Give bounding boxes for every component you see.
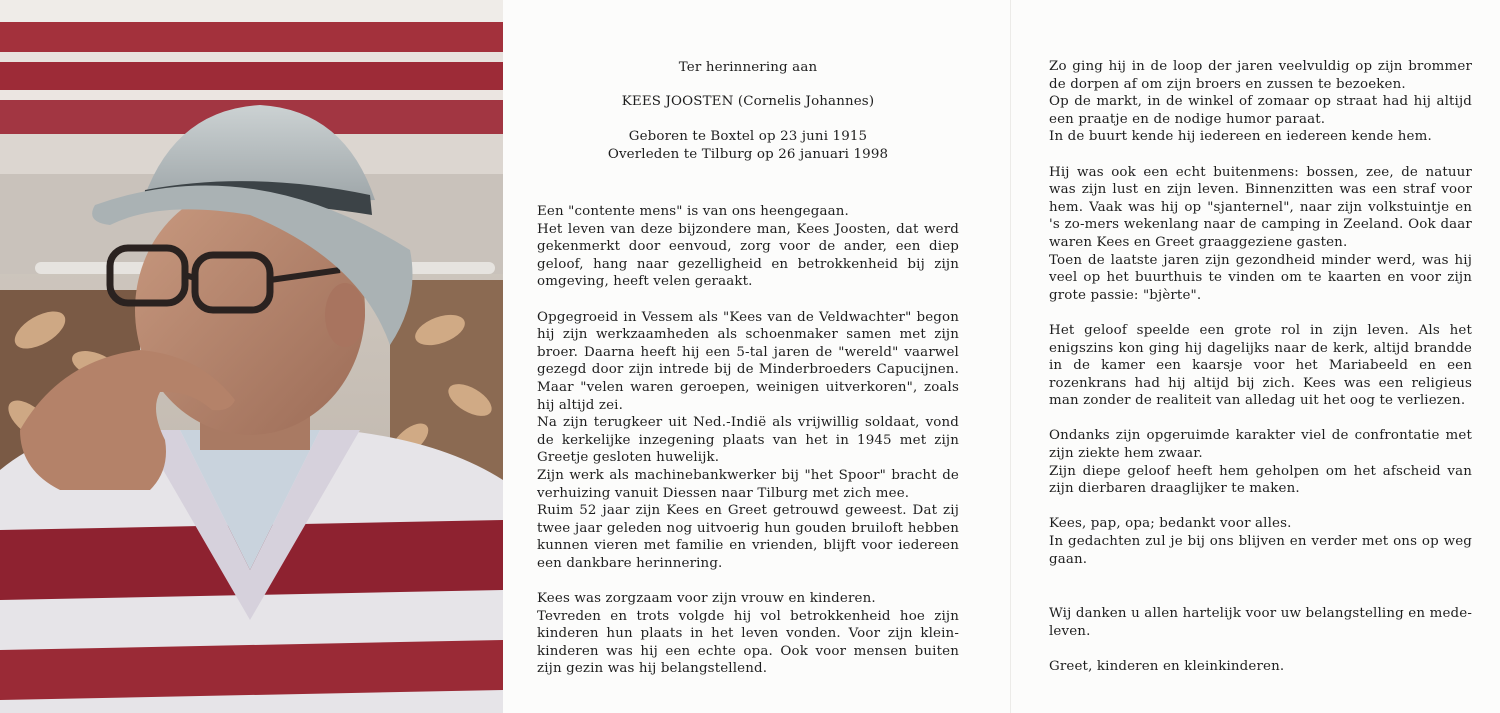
middle-column: [537, 0, 959, 713]
paragraph: [1049, 427, 1472, 497]
paragraph: [1049, 58, 1472, 146]
text-line: Ruim 52 jaar zijn Kees en Greet getrouwd geweest. Dat zij twee jaar geleden nog uitvoerig hun gouden bruiloft hebben kunnen vieren met familie en vrienden, blijft voor iedereen een dankbare herinnering.: [537, 503, 959, 571]
text-line: Op de markt, in de winkel of zomaar op straat had hij altijd een praatje en de nodige humor paraat.: [1049, 94, 1472, 127]
paragraph: [537, 203, 959, 291]
heading-title: Ter herinnering aan: [678, 60, 818, 75]
text-line: In gedachten zul je bij ons blijven en verder met ons op weg gaan.: [1049, 534, 1472, 567]
text-line: Tevreden en trots volgde hij vol betrokkenheid hoe zijn kinderen hun plaats in het leven vonden. Voor zijn klein-kinderen was hij een echte opa. Ook voor mensen buiten zijn gezin was hij belangstellend.: [537, 608, 959, 677]
text-line: Zijn werk als machinebankwerker bij "het Spoor" bracht de verhuizing vanuit Diessen naar Tilburg met zich mee.: [537, 467, 959, 501]
right-body: [1049, 58, 1472, 586]
paragraph: [537, 309, 959, 573]
closing-block: [1049, 605, 1472, 675]
text-line: Kees was zorgzaam voor zijn vrouw en kinderen.: [537, 591, 876, 607]
text-line: Kees, pap, opa; bedankt voor alles.: [1049, 516, 1292, 532]
thanks-text: Wij danken u allen hartelijk voor uw belangstelling en mede-leven.: [1049, 606, 1472, 639]
portrait-photo: [0, 0, 503, 713]
text-line: Ondanks zijn opgeruimde karakter viel de confrontatie met zijn ziekte hem zwaar.: [1049, 428, 1472, 462]
fold-line: [1010, 0, 1011, 713]
death-line: Overleden te Tilburg op 26 januari 1998: [607, 147, 889, 162]
paragraph: [1049, 515, 1472, 568]
text-line: Toen de laatste jaren zijn gezondheid minder werd, was hij veel op het buurthuis te vinden om te kaarten en voor zijn grote passie: "bjèrte".: [1049, 252, 1472, 303]
text-line: Zo ging hij in de loop der jaren veelvuldig op zijn brommer de dorpen af om zijn broers en zussen te bezoeken.: [1049, 59, 1472, 92]
text-line: Opgegroeid in Vessem als "Kees van de Veldwachter" begon hij zijn werkzaamheden als schoenmaker samen met zijn broer. Daarna heeft hij een 5-tal jaren de "wereld" vaarwel gezegd door zijn intrede bij de Minderbroeders Capucijnen. Maar "velen waren geroepen, weinigen uitverkoren", zoals hij altijd zei.: [537, 309, 959, 413]
paragraph: [1049, 164, 1472, 305]
right-column: [1049, 0, 1472, 713]
deceased-name: KEES JOOSTEN (Cornelis Johannes): [621, 94, 875, 109]
portrait-photo-icon: [0, 0, 503, 713]
signature-text: Greet, kinderen en kleinkinderen.: [1049, 658, 1285, 674]
middle-body: [537, 203, 959, 696]
text-line: Na zijn terugkeer uit Ned.-Indië als vrijwillig soldaat, vond de kerkelijke inzegening plaats van het in 1945 met zijn Greetje gesloten huwelijk.: [537, 415, 959, 466]
text-line: Zijn diepe geloof heeft hem geholpen om het afscheid van zijn dierbaren draaglijker te maken.: [1049, 463, 1472, 497]
paragraph: [537, 590, 959, 678]
paragraph: [1049, 322, 1472, 410]
text-line: Het leven van deze bijzondere man, Kees Joosten, dat werd gekenmerkt door eenvoud, zorg voor de ander, een diep geloof, hang naar gezelligheid en betrokkenheid bij zijn omgeving, heeft velen geraakt.: [537, 221, 959, 290]
text-line: Een "contente mens" is van ons heengegaan.: [537, 204, 849, 219]
text-line: In de buurt kende hij iedereen en iedereen kende hem.: [1049, 129, 1432, 145]
text-line: Hij was ook een echt buitenmens: bossen, zee, de natuur was zijn lust en zijn leven. Binnenzitten was een straf voor hem. Vaak was hij op "sjanternel", naar zijn volkstuintje en 's zo-mers wekenlang naar de camping in Zeeland. Ook daar waren Kees en Greet graaggeziene gasten.: [1049, 164, 1472, 250]
birth-line: Geboren te Boxtel op 23 juni 1915: [628, 129, 868, 144]
text-line: Het geloof speelde een grote rol in zijn leven. Als het enigszins kon ging hij dagelijks naar de kerk, altijd brandde in de kamer een kaarsje voor het Mariabeeld en een rozenkrans had hij altijd bij zich. Kees was een religieus man zonder de realiteit van alledag uit het oog te verliezen.: [1049, 322, 1472, 409]
